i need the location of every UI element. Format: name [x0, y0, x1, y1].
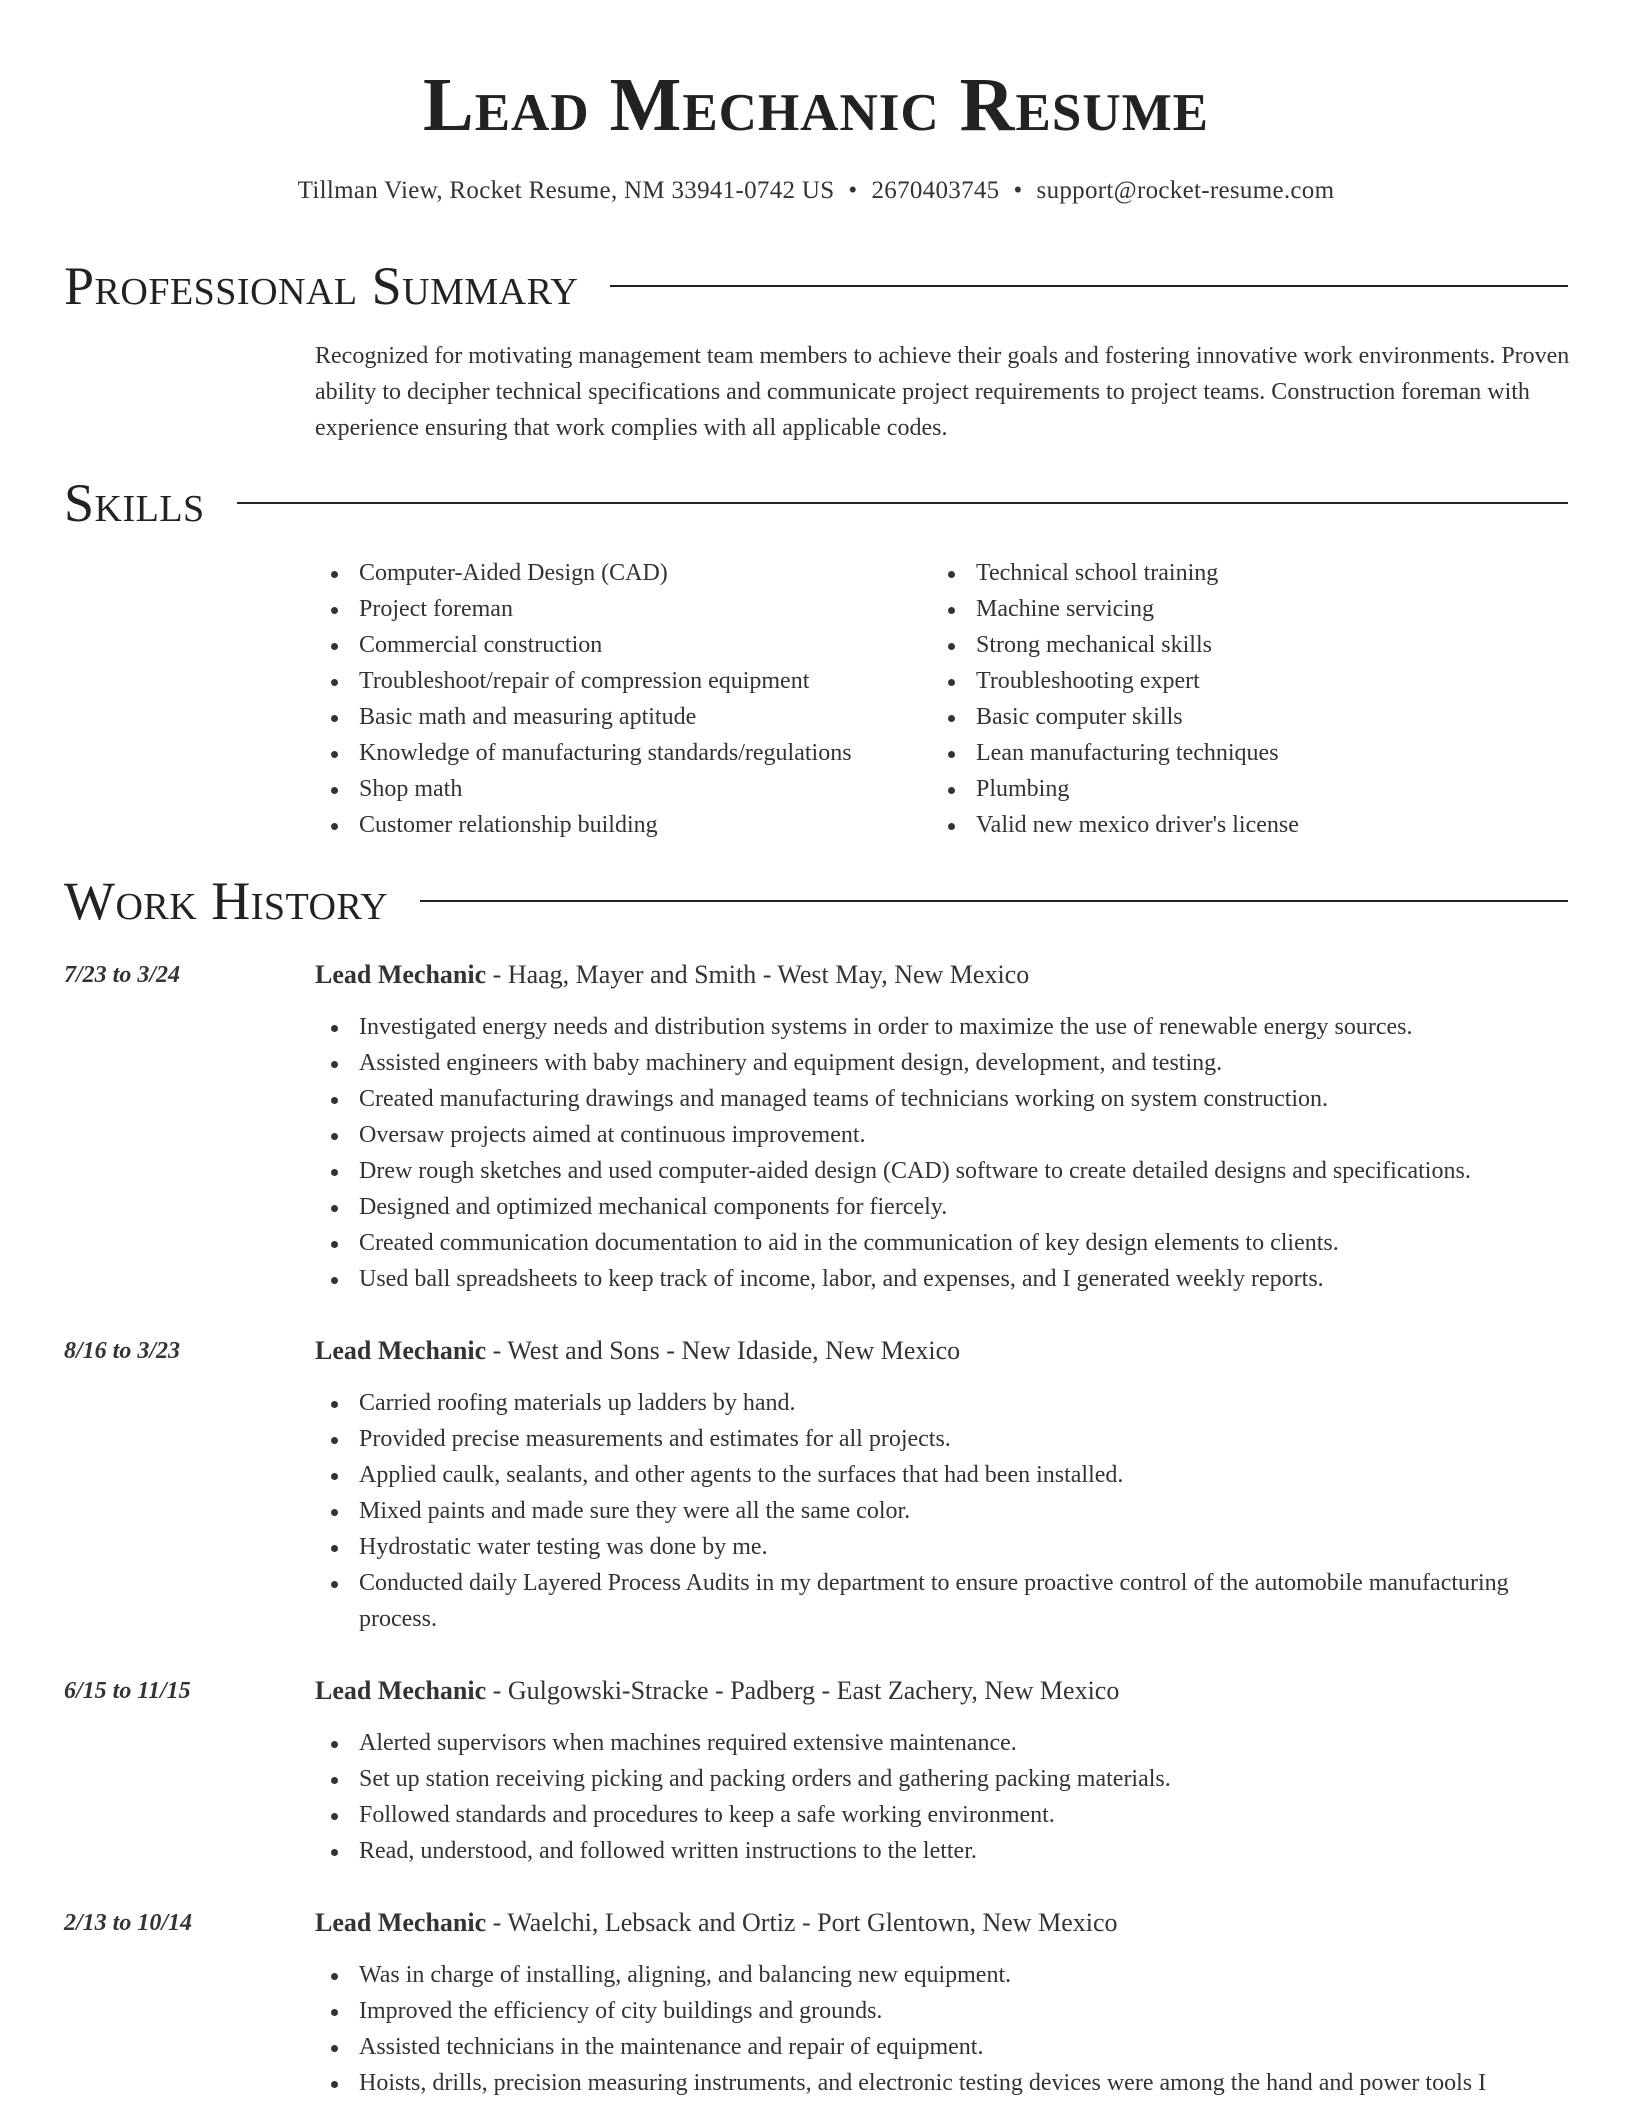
- job-bullets: [315, 1725, 1575, 1869]
- contact-phone: 2670403745: [871, 177, 1000, 204]
- skill-item: Knowledge of manufacturing standards/regulations: [315, 735, 932, 771]
- job-bullet: Assisted technicians in the maintenance and repair of equipment.: [315, 2029, 1575, 2065]
- section-title-work: Work History: [64, 871, 389, 931]
- page-title: Lead Mechanic Resume: [423, 63, 1209, 147]
- job-heading: [315, 1905, 1118, 1941]
- job-bullet: Assisted engineers with baby machinery and equipment design, development, and testing.: [315, 1045, 1575, 1081]
- job-bullet: Created manufacturing drawings and managed teams of technicians working on system construction.: [315, 1081, 1575, 1117]
- job-company: - Gulgowski-Stracke - Padberg - East Zachery, New Mexico: [486, 1676, 1120, 1705]
- contact-line: [0, 174, 1632, 208]
- skill-item: Valid new mexico driver's license: [932, 807, 1549, 843]
- job-bullet: Improved the efficiency of city buildings and grounds.: [315, 1993, 1575, 2029]
- job-role: Lead Mechanic: [315, 1908, 487, 1937]
- section-header-skills: [64, 471, 1568, 535]
- job-bullet: Designed and optimized mechanical components for fiercely.: [315, 1189, 1575, 1225]
- skills-list: [315, 555, 1575, 843]
- job-bullets: [315, 1957, 1575, 2101]
- job-bullet: Hoists, drills, precision measuring instruments, and electronic testing devices were among the hand and power tools I: [315, 2065, 1575, 2101]
- skill-item: Basic computer skills: [932, 699, 1549, 735]
- job-dates: 2/13 to 10/14: [64, 1910, 193, 1936]
- skill-item: Strong mechanical skills: [932, 627, 1549, 663]
- job-heading: [315, 1333, 960, 1369]
- job-bullets: [315, 1009, 1575, 1297]
- job-bullet: Alerted supervisors when machines required extensive maintenance.: [315, 1725, 1575, 1761]
- skill-item: Technical school training: [932, 555, 1549, 591]
- skill-item: Basic math and measuring aptitude: [315, 699, 932, 735]
- skill-item: Shop math: [315, 771, 932, 807]
- skill-item: Plumbing: [932, 771, 1549, 807]
- job-company: - Haag, Mayer and Smith - West May, New Mexico: [486, 960, 1030, 989]
- skill-item: Troubleshooting expert: [932, 663, 1549, 699]
- summary-text: Recognized for motivating management team members to achieve their goals and fostering innovative work environments. Proven ability to decipher technical specifications and communicate project requirements to project teams. Construction foreman with experience ensuring that work complies with all applicable codes.: [315, 343, 1570, 441]
- section-title-summary: Professional Summary: [64, 256, 579, 316]
- job-bullet: Created communication documentation to aid in the communication of key design elements to clients.: [315, 1225, 1575, 1261]
- section-divider: [420, 900, 1568, 902]
- skills-column-right: [932, 555, 1549, 843]
- job-dates: 6/15 to 11/15: [64, 1678, 191, 1704]
- job-heading: [315, 1673, 1119, 1709]
- section-divider: [237, 502, 1568, 504]
- contact-address: Tillman View, Rocket Resume, NM 33941-0742 US: [297, 177, 835, 204]
- job-dates: 7/23 to 3/24: [64, 962, 181, 988]
- job-bullet: Oversaw projects aimed at continuous improvement.: [315, 1117, 1575, 1153]
- skill-item: Project foreman: [315, 591, 932, 627]
- job-role: Lead Mechanic: [315, 1676, 487, 1705]
- section-header-work: [64, 869, 1568, 933]
- job-dates: 8/16 to 3/23: [64, 1338, 181, 1364]
- section-header-summary: [64, 254, 1568, 318]
- job-heading: [315, 957, 1029, 993]
- job-bullet: Was in charge of installing, aligning, and balancing new equipment.: [315, 1957, 1575, 1993]
- section-title-skills: Skills: [64, 473, 205, 533]
- contact-separator: •: [1013, 177, 1023, 204]
- job-company: - West and Sons - New Idaside, New Mexico: [486, 1336, 961, 1365]
- job-bullets: [315, 1385, 1575, 1637]
- skill-item: Customer relationship building: [315, 807, 932, 843]
- skill-item: Computer-Aided Design (CAD): [315, 555, 932, 591]
- job-bullet: Drew rough sketches and used computer-aided design (CAD) software to create detailed designs and specifications.: [315, 1153, 1575, 1189]
- job-bullet: Mixed paints and made sure they were all the same color.: [315, 1493, 1575, 1529]
- job-bullet: Followed standards and procedures to keep a safe working environment.: [315, 1797, 1575, 1833]
- contact-email[interactable]: support@rocket-resume.com: [1036, 177, 1335, 204]
- job-bullet: Set up station receiving picking and packing orders and gathering packing materials.: [315, 1761, 1575, 1797]
- skills-column-left: [315, 555, 932, 843]
- section-divider: [610, 285, 1568, 287]
- job-bullet: Hydrostatic water testing was done by me.: [315, 1529, 1575, 1565]
- skill-item: Commercial construction: [315, 627, 932, 663]
- job-role: Lead Mechanic: [315, 960, 487, 989]
- skill-item: Machine servicing: [932, 591, 1549, 627]
- job-bullet: Applied caulk, sealants, and other agents to the surfaces that had been installed.: [315, 1457, 1575, 1493]
- job-bullet: Read, understood, and followed written instructions to the letter.: [315, 1833, 1575, 1869]
- job-bullet: Conducted daily Layered Process Audits in my department to ensure proactive control of the automobile manufacturing process.: [315, 1565, 1575, 1637]
- job-bullet: Carried roofing materials up ladders by hand.: [315, 1385, 1575, 1421]
- job-bullet: Used ball spreadsheets to keep track of income, labor, and expenses, and I generated weekly reports.: [315, 1261, 1575, 1297]
- contact-separator: •: [848, 177, 858, 204]
- skill-item: Troubleshoot/repair of compression equipment: [315, 663, 932, 699]
- job-role: Lead Mechanic: [315, 1336, 487, 1365]
- job-bullet: Provided precise measurements and estimates for all projects.: [315, 1421, 1575, 1457]
- skill-item: Lean manufacturing techniques: [932, 735, 1549, 771]
- job-company: - Waelchi, Lebsack and Ortiz - Port Glentown, New Mexico: [486, 1908, 1118, 1937]
- job-bullet: Investigated energy needs and distribution systems in order to maximize the use of renewable energy sources.: [315, 1009, 1575, 1045]
